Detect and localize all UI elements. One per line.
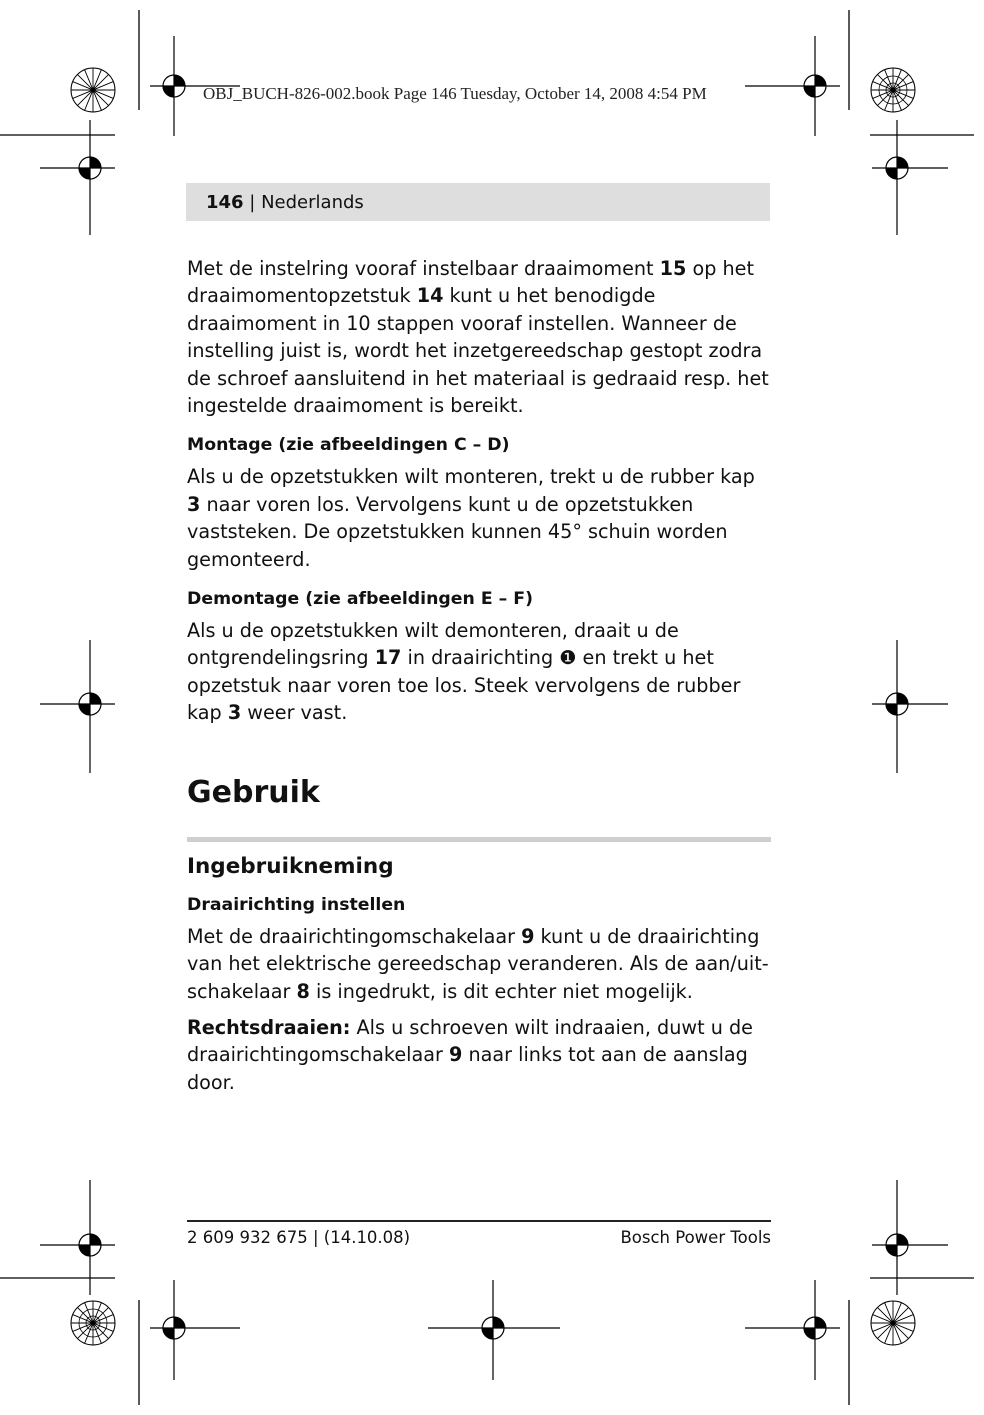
draairichting-paragraph: Met de draairichtingomschakelaar 9 kunt u de draairichting van het elektrische gereedschap veranderen. Als de aan/uit-schakelaar 8 is ingedrukt, is dit echter niet mogelijk. (187, 924, 769, 1003)
montage-paragraph: Als u de opzetstukken wilt monteren, trekt u de rubber kap 3 naar voren los. Vervolgens kunt u de opzetstukken vaststeken. De opzetstukken kunnen 45° schuin worden gemonteerd. (187, 465, 755, 571)
intro-paragraph: Met de instelring vooraf instelbaar draaimoment 15 op het draaimomentopzetstuk 14 kunt u het benodigde draaimoment in 10 stappen vooraf instellen. Wanneer de instelling juist is, wordt het inzetgereedschap gestopt zodra de schroef aansluitend in het materiaal is gedraaid resp. het ingestelde draaimoment is bereikt. (187, 257, 769, 418)
footer-doc-number: 2 609 932 675 | (14.10.08) (187, 1228, 411, 1247)
ingebruikneming-heading: Ingebruikneming (187, 853, 394, 879)
header-separator: | (243, 191, 262, 213)
print-slug: OBJ_BUCH-826-002.book Page 146 Tuesday, October 14, 2008 4:54 PM (203, 84, 707, 103)
demontage-heading: Demontage (zie afbeeldingen E – F) (187, 589, 533, 610)
draairichting-heading: Draairichting instellen (187, 894, 406, 915)
footer-brand: Bosch Power Tools (620, 1228, 771, 1247)
page-header (186, 183, 770, 221)
direction-symbol: ❶ (559, 646, 577, 670)
gebruik-heading: Gebruik (187, 774, 320, 810)
rechtsdraaien-paragraph: Rechtsdraaien: Als u schroeven wilt indraaien, duwt u de draairichtingomschakelaar 9 naar links tot aan de aanslag door. (187, 1015, 753, 1094)
page-number: 146 (206, 191, 244, 213)
montage-heading: Montage (zie afbeeldingen C – D) (187, 435, 510, 456)
page-footer (187, 1220, 771, 1247)
main-content (187, 255, 771, 1096)
demontage-paragraph: Als u de opzetstukken wilt demonteren, draait u de ontgrendelingsring 17 in draairichting ❶ en trekt u het opzetstuk naar voren toe los. Steek vervolgens de rubber kap 3 weer vast. (187, 619, 741, 725)
section-rule (187, 837, 771, 842)
header-language: Nederlands (261, 191, 364, 213)
